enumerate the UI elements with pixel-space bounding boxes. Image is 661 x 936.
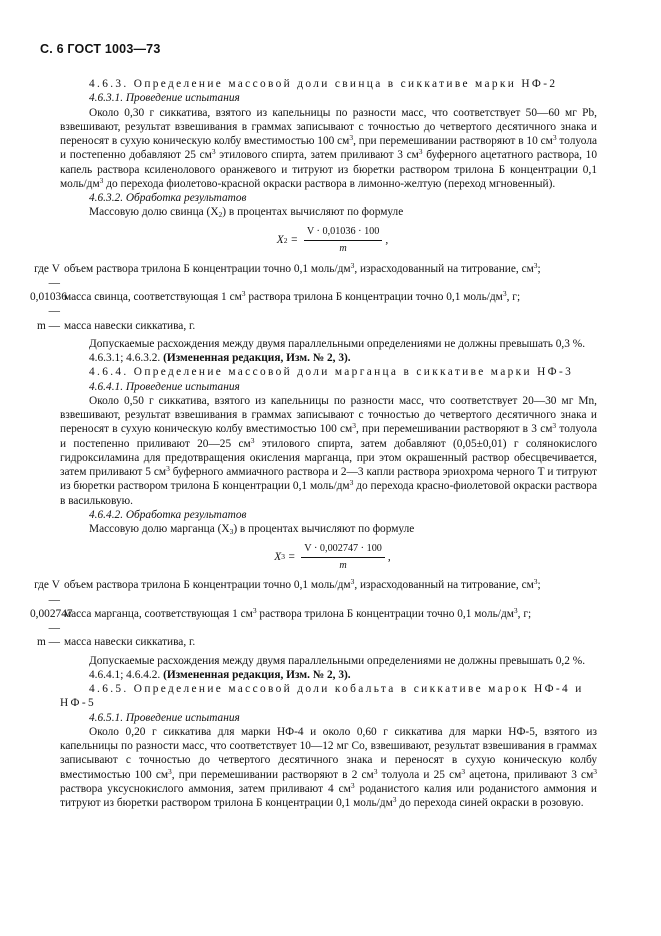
paragraph-tolerance: Допускаемые расхождения между двумя параллельными определениями не должны превышать 0,2 %.: [89, 654, 586, 667]
paragraph-formula-intro: Массовую долю свинца $(X_2)$ в процентах вычисляют по формуле: [89, 206, 404, 220]
subsection-title: 4.6.4.1. Проведение испытания: [89, 380, 240, 393]
section-title-cobalt: 4.6.5. Определение массовой доли кобальта в сиккативе марок НФ-4 и НФ-5: [60, 683, 584, 710]
subsection-title: 4.6.5.1. Проведение испытания: [89, 711, 240, 724]
section-title-manganese: 4.6.4. Определение массовой доли марганца в сиккативе марки НФ-3: [89, 366, 574, 379]
subsection-title: 4.6.3.2. Обработка результатов: [89, 192, 247, 204]
paragraph-tolerance: Допускаемые расхождения между двумя параллельными определениями не должны превышать 0,3 %.: [89, 337, 586, 350]
subsection-title: 4.6.4.2. Обработка результатов: [89, 508, 247, 521]
formula-denominator: m: [339, 243, 347, 254]
definition-m: m — масса навески сиккатива, г.: [36, 636, 196, 649]
paragraph-procedure: Около 0,50 г сиккатива, взятого из капельницы по разности масс, что соответствует 20—30 мг Mn, взвешивают, результат взвешивания в граммах записывают с точностью до четвертого десятичного знака и переносят в сухую коническую колбу вместимостью 100 $см^3$, при перемешивании растворяют в 3 $см^3$ толуола и постепенно приливают 20—25 $см^3$ этилового спирта, затем добавляют (0,05±0,01) г солянокислого гидроксиламина для предотвращения окисления марганца, при этом окрашенный раствор обесцвечивается, затем приливают 5 $см^3$ буферного аммиачного раствора и 2—3 капли раствора эриохрома черного Т и титруют из бюретки раствором трилона Б концентрации 0,1 моль/$дм^3$ до перехода красно-фиолетовой окраски раствора в васильковую.: [60, 394, 598, 507]
edit-note: 4.6.3.1; 4.6.3.2. (Измененная редакция, Изм. № 2, 3).: [89, 352, 351, 364]
formula-numerator: V · 0,01036 · 100: [304, 225, 383, 241]
formula-manganese: X 3 = $\frac{V \cdot 0,002747 \cdot 100}{m}$ ,: [68, 538, 597, 576]
edit-note: 4.6.4.1; 4.6.4.2. (Измененная редакция, Изм. № 2, 3).: [89, 668, 351, 681]
formula-denominator: m: [339, 559, 347, 571]
paragraph-formula-intro: Массовую долю марганца $(X_3)$ в процентах вычисляют по формуле: [89, 523, 415, 536]
definition-m: m — масса навески сиккатива, г.: [36, 319, 196, 332]
formula-numerator: V · 0,002747 · 100: [301, 542, 385, 558]
definition-v: где V — объем раствора трилона Б концентрации точно 0,1 моль/$дм^3$, израсходованный на титрование, $см^3$;: [34, 260, 541, 289]
paragraph-procedure: Около 0,30 г сиккатива, взятого из капельницы по разности масс, что соответствует 50—60 мг Pb, взвешивают, результат взвешивания в граммах записывают с точностью до четвертого десятичного знака и переносят в сухую коническую колбу вместимостью 100 $см^3$, при перемешивании растворяют в 10 $см^3$ толуола и постепенно добавляют 25 $см^3$ этилового спирта, затем приливают 3 $см^3$ буферного ацетатного раствора, 10 капель раствора ксиленолового оранжевого и титруют из бюретки раствором трилона Б концентрации 0,1 моль/$дм^3$ до перехода фиолетово-красной окраски раствора в лимонно-желтую (переход мгновенный).: [60, 106, 598, 190]
subsection-title: 4.6.3.1. Проведение испытания: [89, 92, 240, 105]
definition-coefficient: 0,002747 — масса марганца, соответствующая 1 $см^3$ раствора трилона Б концентрации точно 0,1 моль/$дм^3$, г;: [30, 605, 532, 634]
definition-coefficient: 0,01036 — масса свинца, соответствующая 1 $см^3$ раствора трилона Б концентрации точно 0,1 моль/$дм^3$, г;: [30, 289, 521, 318]
section-title-lead: 4.6.3. Определение массовой доли свинца в сиккативе марки НФ-2: [89, 78, 558, 90]
paragraph-procedure: Около 0,20 г сиккатива для марки НФ-4 и около 0,60 г сиккатива для марки НФ-5, взятого из капельницы по разности масс, что соответствует 10—12 мг Co, взвешивают, результат взвешивания в граммах записывают с точностью до четвертого десятичного знака и переносят в сухую коническую колбу вместимостью 100 $см^3$, при перемешивании растворяют в 2 $см^3$ толуола и 25 $см^3$ ацетона, приливают 3 $см^3$ раствора уксуснокислого аммония, затем приливают 4 $см^3$ роданистого калия или роданистого аммония и титруют из бюретки раствором трилона Б концентрации 0,1 моль/$дм^3$ до перехода синей окраски в розовую.: [60, 725, 598, 809]
formula-lead: X 2 = $\frac{V \cdot 0,01036 \cdot 100}{m}$ ,: [68, 222, 597, 260]
document-body: [30, 77, 598, 810]
definition-v: где V — объем раствора трилона Б концентрации точно 0,1 моль/$дм^3$, израсходованный на титрование, $см^3$;: [34, 577, 541, 606]
page-header: С. 6 ГОСТ 1003—73: [40, 42, 161, 56]
